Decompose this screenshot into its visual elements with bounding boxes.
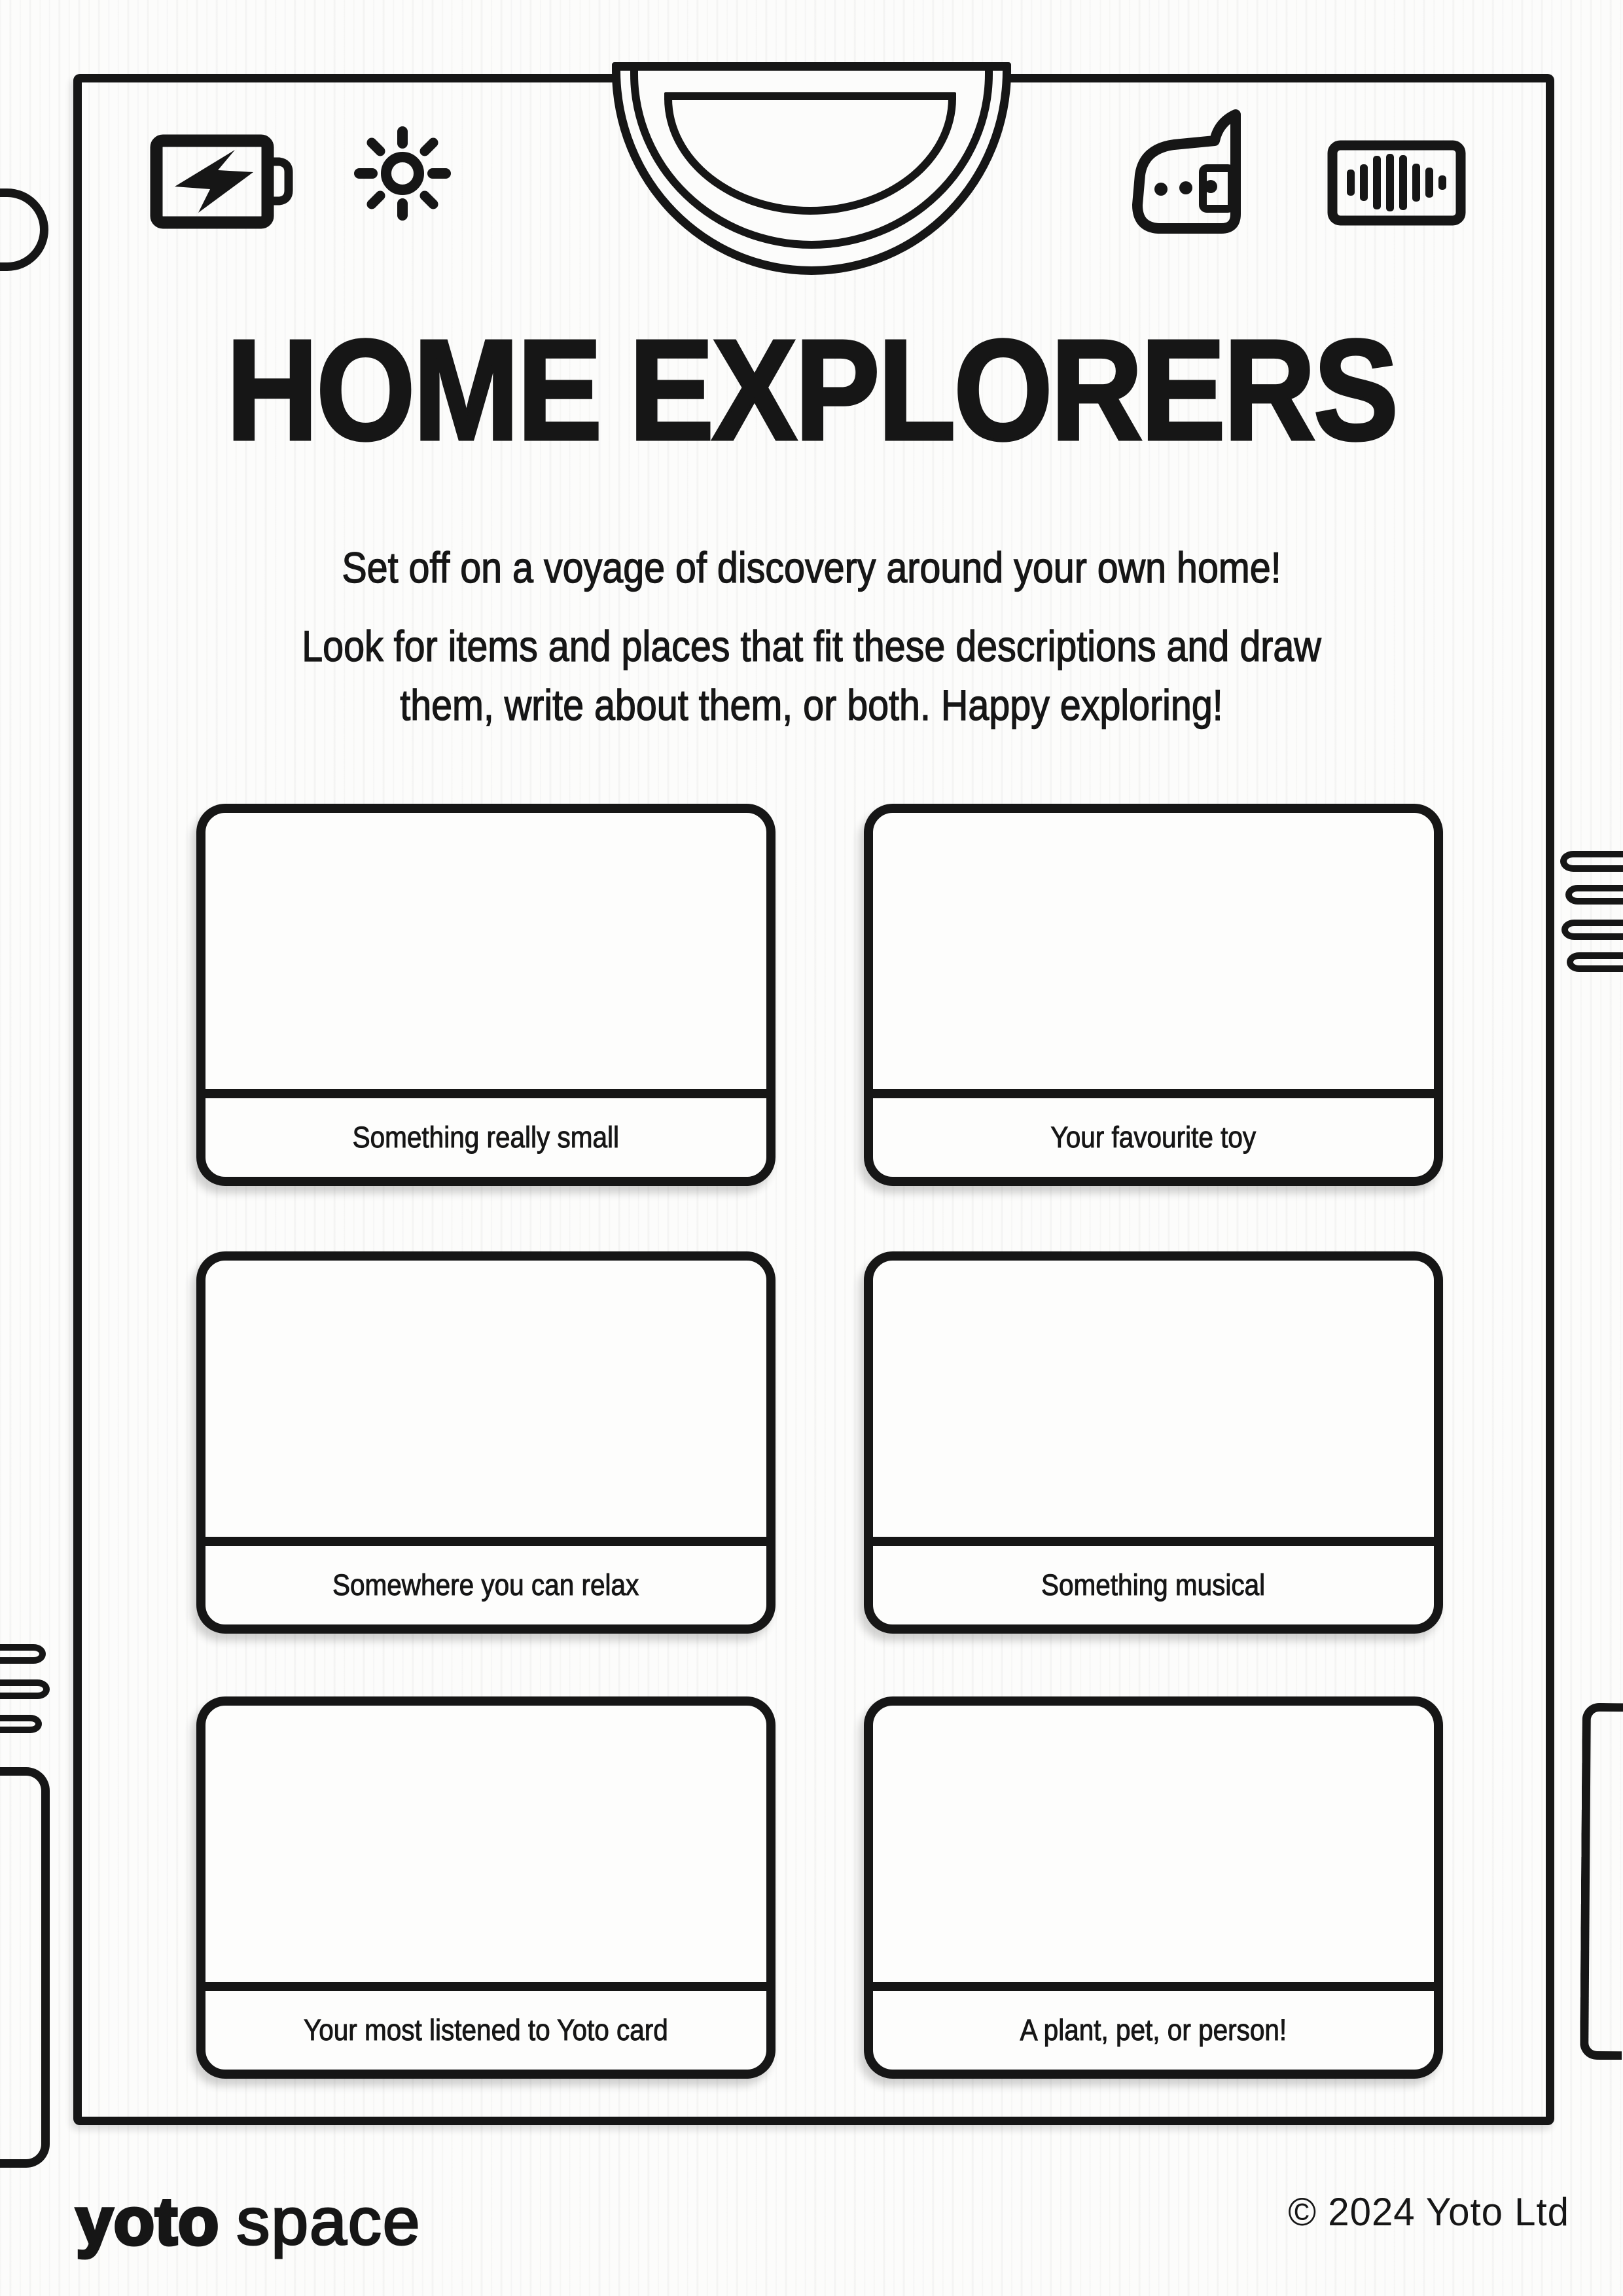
intro-line-2: Look for items and places that fit these descriptions and draw xyxy=(302,622,1321,670)
intro-line-3: them, write about them, or both. Happy exploring! xyxy=(400,681,1223,729)
box-label-strip xyxy=(205,1537,766,1624)
drawing-box-your-favourite-toy xyxy=(864,804,1443,1186)
intro-line-1: Set off on a voyage of discovery around your own home! xyxy=(342,543,1281,592)
box-label-strip xyxy=(873,1982,1434,2070)
drawing-box-most-listened-yoto-card xyxy=(196,1696,776,2079)
rectangle-doodle-right xyxy=(1580,1703,1623,2060)
box-label: Your favourite toy xyxy=(1050,1121,1257,1154)
box-label: Something musical xyxy=(1041,1568,1266,1602)
logo-yoto: yoto xyxy=(76,2184,220,2259)
yoto-player-icon xyxy=(1120,108,1272,235)
coil-doodle-right xyxy=(1560,851,1623,872)
drawing-box-somewhere-you-can-relax xyxy=(196,1251,776,1634)
drawing-box-plant-pet-or-person xyxy=(864,1696,1443,2079)
copyright-notice: © 2024 Yoto Ltd xyxy=(1288,2190,1569,2234)
box-label: Something really small xyxy=(352,1121,620,1154)
box-label-strip xyxy=(873,1537,1434,1624)
box-label-strip xyxy=(873,1089,1434,1177)
coil-doodle-right xyxy=(1561,920,1623,940)
coil-doodle-left xyxy=(0,1679,50,1699)
box-label: A plant, pet, or person! xyxy=(1020,2013,1287,2047)
drawing-box-something-musical xyxy=(864,1251,1443,1634)
semicircle-cutout-decoration xyxy=(612,62,1011,275)
coil-doodle-right xyxy=(1565,885,1623,905)
box-label: Your most listened to Yoto card xyxy=(304,2013,668,2047)
drawing-box-something-really-small xyxy=(196,804,776,1186)
box-label: Somewhere you can relax xyxy=(332,1568,639,1602)
yoto-space-logo xyxy=(76,2185,421,2258)
rectangle-doodle-left xyxy=(0,1767,50,2168)
sound-wave-icon xyxy=(1327,140,1466,226)
logo-space: space xyxy=(236,2184,421,2259)
box-label-strip xyxy=(205,1089,766,1177)
brightness-icon xyxy=(352,126,453,221)
box-label-strip xyxy=(205,1982,766,2070)
battery-icon xyxy=(150,134,299,229)
coil-doodle-left xyxy=(0,1715,42,1733)
coil-doodle-right xyxy=(1567,952,1623,972)
capsule-doodle-left xyxy=(0,188,48,271)
coil-doodle-left xyxy=(0,1644,46,1664)
page-title: HOME EXPLORERS xyxy=(226,311,1397,470)
